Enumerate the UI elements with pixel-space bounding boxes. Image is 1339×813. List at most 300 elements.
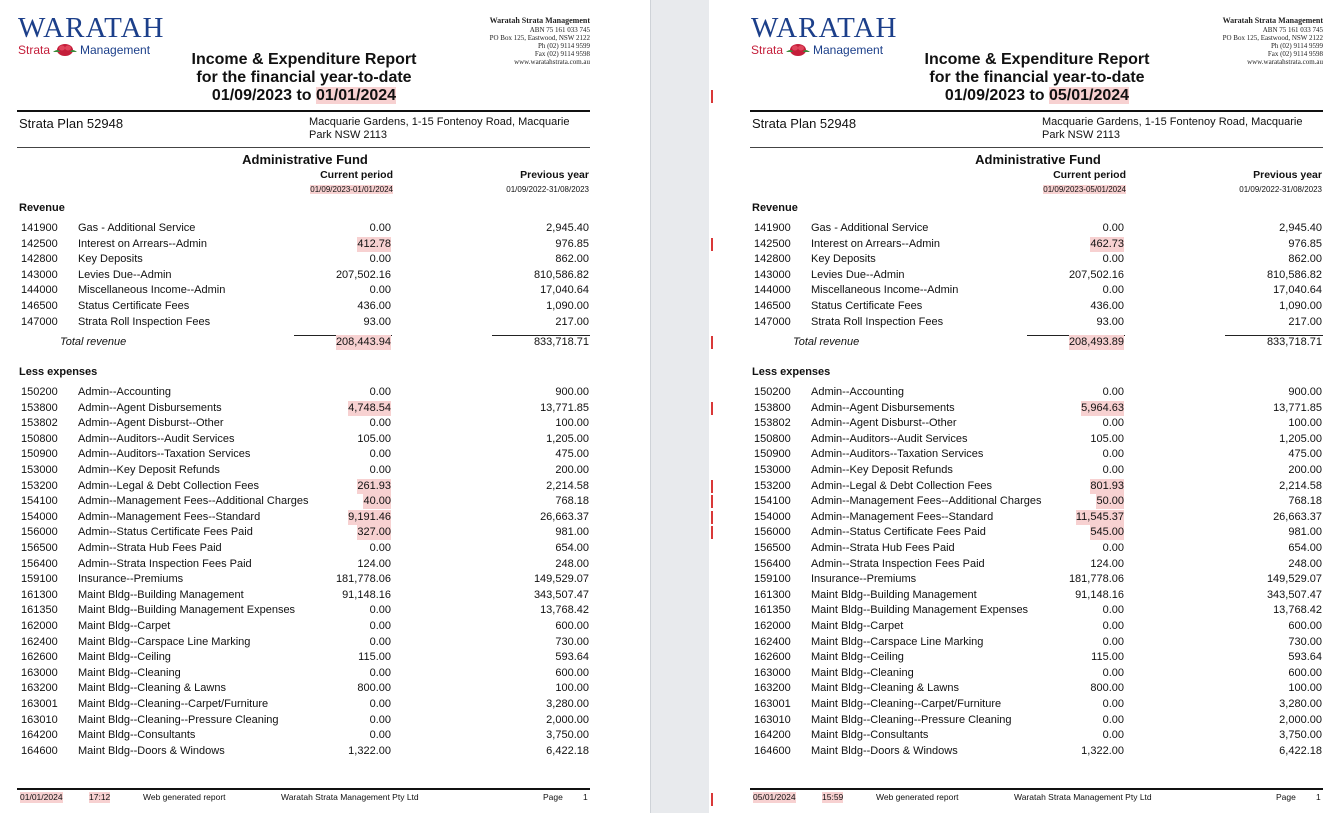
current-period-amount: 0.00 bbox=[369, 386, 391, 398]
report-title bbox=[733, 51, 1339, 105]
account-description: Maint Bldg--Building Management bbox=[811, 588, 977, 601]
current-period-range: 01/09/2023-01/01/2024 bbox=[310, 185, 393, 194]
table-row bbox=[0, 463, 606, 478]
diff-header-marker[interactable] bbox=[711, 90, 713, 103]
previous-year-amount: 810,586.82 bbox=[533, 268, 589, 281]
footer-page-label: Page bbox=[1276, 792, 1296, 802]
logo-wordmark: WARATAH bbox=[751, 12, 898, 44]
previous-year-amount: 13,771.85 bbox=[1273, 401, 1322, 414]
compare-gutter bbox=[651, 0, 709, 813]
table-row bbox=[0, 283, 606, 298]
report-title-line1: Income & Expenditure Report bbox=[924, 51, 1150, 68]
header-rule bbox=[750, 110, 1323, 112]
diff-change-marker[interactable] bbox=[711, 402, 713, 415]
current-period-amount: 0.00 bbox=[369, 542, 391, 554]
account-code: 161300 bbox=[754, 588, 791, 601]
account-description: Key Deposits bbox=[811, 253, 876, 266]
account-code: 163200 bbox=[754, 682, 791, 695]
previous-year-amount: 248.00 bbox=[555, 557, 589, 570]
account-code: 154000 bbox=[754, 510, 791, 523]
previous-year-amount: 654.00 bbox=[1288, 542, 1322, 554]
current-period-header: Current period bbox=[320, 169, 393, 181]
current-period-amount: 181,778.06 bbox=[1068, 573, 1124, 586]
current-period-amount: 91,148.16 bbox=[1075, 588, 1124, 601]
account-code: 153802 bbox=[21, 417, 58, 430]
previous-year-amount: 13,768.42 bbox=[1273, 604, 1322, 617]
account-description: Maint Bldg--Building Management bbox=[78, 588, 244, 601]
table-row bbox=[733, 510, 1339, 525]
account-code: 153800 bbox=[754, 401, 791, 414]
account-code: 153200 bbox=[754, 479, 791, 492]
account-description: Admin--Accounting bbox=[78, 386, 171, 398]
table-row bbox=[733, 572, 1339, 587]
current-period-amount: 11,545.37 bbox=[1075, 510, 1124, 523]
account-description: Admin--Strata Hub Fees Paid bbox=[811, 542, 955, 554]
table-row bbox=[0, 681, 606, 696]
account-code: 162400 bbox=[21, 635, 58, 648]
account-description: Key Deposits bbox=[78, 253, 143, 266]
plan-rule bbox=[750, 147, 1323, 148]
previous-year-amount: 600.00 bbox=[555, 666, 589, 679]
table-row bbox=[0, 315, 606, 330]
table-row bbox=[733, 681, 1339, 696]
account-code: 153802 bbox=[754, 417, 791, 430]
account-code: 144000 bbox=[754, 284, 791, 297]
account-code: 156400 bbox=[754, 557, 791, 570]
current-period-amount: 0.00 bbox=[1102, 729, 1124, 742]
table-row bbox=[0, 744, 606, 759]
account-code: 153000 bbox=[754, 464, 791, 476]
account-description: Maint Bldg--Building Management Expenses bbox=[811, 604, 1029, 617]
table-row bbox=[733, 432, 1339, 447]
previous-year-amount: 200.00 bbox=[555, 464, 589, 476]
account-description: Maint Bldg--Carspace Line Marking bbox=[811, 635, 984, 648]
current-period-amount: 115.00 bbox=[1091, 651, 1124, 664]
previous-year-amount: 100.00 bbox=[555, 417, 589, 430]
account-code: 162400 bbox=[754, 635, 791, 648]
account-code: 142800 bbox=[21, 253, 58, 266]
report-title bbox=[0, 51, 606, 105]
diff-change-marker[interactable] bbox=[711, 480, 713, 493]
current-period-amount: 0.00 bbox=[1102, 542, 1124, 554]
current-period-amount: 105.00 bbox=[1090, 432, 1124, 445]
previous-year-header: Previous year bbox=[1253, 169, 1322, 181]
account-code: 162000 bbox=[754, 620, 791, 632]
account-code: 150900 bbox=[21, 448, 58, 461]
account-code: 150900 bbox=[754, 448, 791, 461]
previous-year-amount: 100.00 bbox=[1288, 682, 1322, 695]
diff-total-marker[interactable] bbox=[711, 336, 713, 349]
previous-year-amount: 149,529.07 bbox=[533, 573, 589, 586]
footer-page-number: 1 bbox=[583, 792, 588, 802]
account-description: Insurance--Premiums bbox=[811, 573, 917, 586]
previous-year-header: Previous year bbox=[520, 169, 589, 181]
account-code: 150800 bbox=[754, 432, 791, 445]
left-report-page[interactable] bbox=[0, 0, 606, 813]
table-row bbox=[0, 494, 606, 509]
diff-change-marker[interactable] bbox=[711, 526, 713, 539]
previous-year-amount: 200.00 bbox=[1288, 464, 1322, 476]
previous-year-amount: 730.00 bbox=[555, 635, 589, 648]
table-row bbox=[733, 603, 1339, 618]
account-code: 161350 bbox=[754, 604, 791, 617]
fund-title: Administrative Fund bbox=[975, 152, 1101, 167]
account-description: Admin--Management Fees--Additional Charges bbox=[78, 495, 309, 508]
account-description: Maint Bldg--Cleaning & Lawns bbox=[78, 682, 226, 695]
account-description: Admin--Auditors--Taxation Services bbox=[811, 448, 984, 461]
current-period-amount: 207,502.16 bbox=[1068, 268, 1124, 281]
report-date-from: 01/09/2023 to bbox=[211, 87, 316, 104]
account-description: Maint Bldg--Cleaning & Lawns bbox=[811, 682, 959, 695]
table-row bbox=[733, 541, 1339, 556]
account-description: Maint Bldg--Consultants bbox=[811, 729, 929, 742]
account-description: Admin--Strata Hub Fees Paid bbox=[78, 542, 222, 554]
account-code: 142500 bbox=[21, 237, 58, 250]
account-code: 164200 bbox=[754, 729, 791, 742]
account-code: 162000 bbox=[21, 620, 58, 632]
table-row bbox=[733, 447, 1339, 462]
table-row bbox=[0, 268, 606, 283]
account-description: Admin--Agent Disburst--Other bbox=[78, 417, 224, 430]
account-description: Admin--Agent Disbursements bbox=[811, 401, 955, 414]
company-fax: Fax (02) 9114 9598 bbox=[1267, 50, 1323, 58]
company-name: Waratah Strata Management bbox=[1222, 16, 1323, 25]
current-period-amount: 4,748.54 bbox=[348, 401, 391, 414]
previous-year-amount: 217.00 bbox=[555, 315, 589, 328]
revenue-heading: Revenue bbox=[752, 202, 798, 214]
account-description: Admin--Status Certificate Fees Paid bbox=[78, 526, 253, 539]
current-period-amount: 800.00 bbox=[357, 682, 391, 695]
company-website[interactable]: www.waratahstrata.com.au bbox=[1247, 58, 1323, 66]
total-revenue-previous: 833,718.71 bbox=[533, 336, 589, 348]
diff-change-marker[interactable] bbox=[711, 495, 713, 508]
account-description: Admin--Agent Disburst--Other bbox=[811, 417, 957, 430]
table-row bbox=[733, 619, 1339, 634]
previous-year-amount: 248.00 bbox=[1288, 557, 1322, 570]
table-row bbox=[0, 635, 606, 650]
current-period-amount: 0.00 bbox=[1102, 698, 1124, 710]
account-code: 162600 bbox=[754, 651, 791, 664]
account-description: Admin--Auditors--Audit Services bbox=[811, 432, 968, 445]
logo-management-text: Management bbox=[80, 43, 151, 57]
total-revenue-previous: 833,718.71 bbox=[1266, 336, 1322, 348]
current-period-amount: 93.00 bbox=[363, 315, 391, 328]
current-period-amount: 0.00 bbox=[369, 284, 391, 297]
footer-rule bbox=[17, 788, 590, 790]
account-code: 163000 bbox=[21, 666, 58, 679]
previous-year-amount: 768.18 bbox=[1288, 495, 1322, 508]
current-period-amount: 207,502.16 bbox=[335, 268, 391, 281]
current-period-amount: 0.00 bbox=[1102, 386, 1124, 398]
previous-year-amount: 26,663.37 bbox=[540, 510, 589, 523]
previous-year-range: 01/09/2022-31/08/2023 bbox=[1239, 185, 1322, 194]
revenue-heading: Revenue bbox=[19, 202, 65, 214]
previous-year-amount: 475.00 bbox=[555, 448, 589, 461]
previous-year-amount: 862.00 bbox=[1288, 253, 1322, 266]
previous-year-amount: 26,663.37 bbox=[1273, 510, 1322, 523]
account-code: 156000 bbox=[754, 526, 791, 539]
current-period-amount: 0.00 bbox=[1102, 635, 1124, 648]
table-row bbox=[0, 603, 606, 618]
table-row bbox=[733, 744, 1339, 759]
plan-rule bbox=[17, 147, 590, 148]
diff-footer-marker[interactable] bbox=[711, 793, 713, 806]
previous-year-amount: 976.85 bbox=[555, 237, 589, 250]
footer-rule bbox=[750, 788, 1323, 790]
previous-year-amount: 862.00 bbox=[555, 253, 589, 266]
current-period-amount: 0.00 bbox=[1102, 464, 1124, 476]
current-period-amount: 1,322.00 bbox=[1081, 744, 1124, 757]
account-code: 163001 bbox=[21, 698, 58, 710]
table-row bbox=[733, 237, 1339, 252]
table-row bbox=[0, 572, 606, 587]
current-period-amount: 0.00 bbox=[1102, 620, 1124, 632]
table-row bbox=[0, 432, 606, 447]
account-code: 153200 bbox=[21, 479, 58, 492]
total-revenue-label: Total revenue bbox=[793, 336, 860, 348]
footer-date: 01/01/2024 bbox=[20, 792, 63, 802]
previous-year-amount: 976.85 bbox=[1288, 237, 1322, 250]
previous-year-amount: 600.00 bbox=[1288, 620, 1322, 632]
current-period-amount: 0.00 bbox=[369, 666, 391, 679]
previous-year-amount: 343,507.47 bbox=[533, 588, 589, 601]
current-period-amount: 800.00 bbox=[1090, 682, 1124, 695]
account-code: 156500 bbox=[21, 542, 58, 554]
current-period-amount: 124.00 bbox=[1090, 557, 1124, 570]
table-row bbox=[733, 525, 1339, 540]
company-name: Waratah Strata Management bbox=[489, 16, 590, 25]
company-abn: ABN 75 161 033 745 bbox=[1262, 26, 1323, 34]
account-description: Interest on Arrears--Admin bbox=[78, 237, 207, 250]
table-row bbox=[0, 650, 606, 665]
company-phone: Ph (02) 9114 9599 bbox=[1270, 42, 1323, 50]
total-revenue-current: 208,443.94 bbox=[335, 336, 391, 348]
report-title-line2: for the financial year-to-date bbox=[929, 69, 1145, 86]
account-description: Admin--Accounting bbox=[811, 386, 904, 398]
account-code: 150800 bbox=[21, 432, 58, 445]
table-row bbox=[733, 479, 1339, 494]
current-period-amount: 0.00 bbox=[1102, 222, 1124, 234]
account-code: 141900 bbox=[21, 222, 58, 234]
report-title-line1: Income & Expenditure Report bbox=[191, 51, 417, 68]
current-period-amount: 181,778.06 bbox=[335, 573, 391, 586]
total-revenue-current: 208,493.89 bbox=[1068, 336, 1124, 348]
current-period-amount: 0.00 bbox=[1102, 417, 1124, 430]
current-period-amount: 1,322.00 bbox=[348, 744, 391, 757]
strata-plan-name: Strata Plan 52948 bbox=[19, 116, 124, 131]
current-period-amount: 545.00 bbox=[1090, 526, 1124, 539]
strata-plan-address: Macquarie Gardens, 1-15 Fontenoy Road, Macquarie Park NSW 2113 bbox=[309, 116, 570, 141]
current-period-range: 01/09/2023-05/01/2024 bbox=[1043, 185, 1126, 194]
table-row bbox=[0, 666, 606, 681]
current-period-amount: 0.00 bbox=[1102, 284, 1124, 297]
account-code: 153000 bbox=[21, 464, 58, 476]
account-description: Insurance--Premiums bbox=[78, 573, 184, 586]
table-row bbox=[0, 416, 606, 431]
diff-change-marker[interactable] bbox=[711, 511, 713, 524]
previous-year-amount: 3,280.00 bbox=[546, 698, 589, 710]
current-period-amount: 436.00 bbox=[1090, 300, 1124, 312]
previous-year-amount: 768.18 bbox=[555, 495, 589, 508]
previous-year-amount: 13,771.85 bbox=[540, 401, 589, 414]
account-code: 153800 bbox=[21, 401, 58, 414]
previous-year-amount: 2,000.00 bbox=[546, 713, 589, 726]
previous-year-amount: 2,945.40 bbox=[546, 222, 589, 234]
current-period-amount: 462.73 bbox=[1090, 237, 1124, 250]
account-description: Levies Due--Admin bbox=[811, 268, 905, 281]
account-description: Admin--Management Fees--Standard bbox=[78, 510, 261, 523]
previous-year-amount: 343,507.47 bbox=[1266, 588, 1322, 601]
previous-year-amount: 6,422.18 bbox=[546, 744, 589, 757]
account-description: Admin--Management Fees--Standard bbox=[811, 510, 994, 523]
previous-year-amount: 149,529.07 bbox=[1266, 573, 1322, 586]
account-description: Maint Bldg--Cleaning--Carpet/Furniture bbox=[811, 698, 1002, 710]
account-code: 164600 bbox=[754, 744, 791, 757]
company-website[interactable]: www.waratahstrata.com.au bbox=[514, 58, 590, 66]
table-row bbox=[0, 619, 606, 634]
current-period-amount: 93.00 bbox=[1096, 315, 1124, 328]
previous-year-amount: 654.00 bbox=[555, 542, 589, 554]
account-code: 159100 bbox=[754, 573, 791, 586]
account-description: Maint Bldg--Consultants bbox=[78, 729, 196, 742]
account-description: Status Certificate Fees bbox=[811, 300, 923, 312]
table-row bbox=[733, 299, 1339, 314]
account-description: Admin--Legal & Debt Collection Fees bbox=[78, 479, 259, 492]
table-row bbox=[733, 315, 1339, 330]
current-period-amount: 0.00 bbox=[369, 253, 391, 266]
previous-year-amount: 2,000.00 bbox=[1279, 713, 1322, 726]
account-code: 143000 bbox=[754, 268, 791, 281]
table-row bbox=[0, 479, 606, 494]
table-row bbox=[733, 728, 1339, 743]
table-row bbox=[0, 237, 606, 252]
current-period-amount: 0.00 bbox=[369, 222, 391, 234]
account-description: Gas - Additional Service bbox=[78, 222, 196, 234]
account-code: 154100 bbox=[754, 495, 791, 508]
current-period-amount: 0.00 bbox=[369, 604, 391, 617]
table-row bbox=[0, 697, 606, 712]
table-row bbox=[733, 283, 1339, 298]
account-description: Admin--Strata Inspection Fees Paid bbox=[811, 557, 985, 570]
current-period-amount: 0.00 bbox=[369, 729, 391, 742]
footer-web-label: Web generated report bbox=[143, 792, 226, 802]
account-code: 164600 bbox=[21, 744, 58, 757]
footer-page-label: Page bbox=[543, 792, 563, 802]
logo-management-text: Management bbox=[813, 43, 884, 57]
company-phone: Ph (02) 9114 9599 bbox=[537, 42, 590, 50]
table-row bbox=[733, 494, 1339, 509]
previous-year-amount: 593.64 bbox=[1288, 651, 1322, 664]
current-period-amount: 124.00 bbox=[357, 557, 391, 570]
account-description: Maint Bldg--Building Management Expenses bbox=[78, 604, 296, 617]
current-period-amount: 0.00 bbox=[369, 448, 391, 461]
table-row bbox=[0, 510, 606, 525]
expenses-heading: Less expenses bbox=[19, 366, 98, 378]
account-description: Miscellaneous Income--Admin bbox=[78, 284, 226, 297]
right-report-page[interactable] bbox=[733, 0, 1339, 813]
account-code: 150200 bbox=[21, 386, 58, 398]
account-description: Admin--Management Fees--Additional Charges bbox=[811, 495, 1042, 508]
previous-year-amount: 900.00 bbox=[555, 386, 589, 398]
current-period-amount: 327.00 bbox=[357, 526, 391, 539]
account-code: 147000 bbox=[21, 315, 58, 328]
previous-year-amount: 3,750.00 bbox=[546, 729, 589, 742]
fund-title: Administrative Fund bbox=[242, 152, 368, 167]
previous-year-amount: 100.00 bbox=[1288, 417, 1322, 430]
table-row bbox=[733, 713, 1339, 728]
account-code: 142800 bbox=[754, 253, 791, 266]
table-row bbox=[733, 650, 1339, 665]
account-description: Admin--Key Deposit Refunds bbox=[811, 464, 953, 476]
report-date-range bbox=[2, 87, 606, 105]
table-row bbox=[733, 666, 1339, 681]
account-description: Maint Bldg--Cleaning--Carpet/Furniture bbox=[78, 698, 269, 710]
current-period-amount: 105.00 bbox=[357, 432, 391, 445]
current-period-amount: 50.00 bbox=[1096, 495, 1124, 508]
account-code: 156400 bbox=[21, 557, 58, 570]
account-description: Maint Bldg--Cleaning--Pressure Cleaning bbox=[78, 713, 279, 726]
account-description: Maint Bldg--Carspace Line Marking bbox=[78, 635, 251, 648]
account-description: Admin--Legal & Debt Collection Fees bbox=[811, 479, 992, 492]
table-row bbox=[733, 385, 1339, 400]
previous-year-amount: 2,214.58 bbox=[546, 479, 589, 492]
logo-strata-text: Strata bbox=[18, 43, 51, 57]
account-code: 163001 bbox=[754, 698, 791, 710]
previous-year-amount: 17,040.64 bbox=[1273, 284, 1322, 297]
previous-year-range: 01/09/2022-31/08/2023 bbox=[506, 185, 589, 194]
pane-divider[interactable] bbox=[650, 0, 651, 813]
account-description: Strata Roll Inspection Fees bbox=[811, 315, 944, 328]
account-description: Admin--Agent Disbursements bbox=[78, 401, 222, 414]
diff-change-marker[interactable] bbox=[711, 238, 713, 251]
current-period-amount: 5,964.63 bbox=[1081, 401, 1124, 414]
table-row bbox=[0, 525, 606, 540]
account-code: 161350 bbox=[21, 604, 58, 617]
current-period-amount: 9,191.46 bbox=[348, 510, 391, 523]
account-description: Maint Bldg--Doors & Windows bbox=[811, 744, 958, 757]
current-period-amount: 91,148.16 bbox=[342, 588, 391, 601]
table-row bbox=[0, 299, 606, 314]
previous-year-amount: 810,586.82 bbox=[1266, 268, 1322, 281]
account-code: 163010 bbox=[754, 713, 791, 726]
current-period-amount: 801.93 bbox=[1090, 479, 1124, 492]
current-period-amount: 412.78 bbox=[357, 237, 391, 250]
account-description: Interest on Arrears--Admin bbox=[811, 237, 940, 250]
table-row bbox=[0, 447, 606, 462]
account-description: Status Certificate Fees bbox=[78, 300, 190, 312]
expenses-heading: Less expenses bbox=[752, 366, 831, 378]
account-code: 161300 bbox=[21, 588, 58, 601]
current-period-amount: 0.00 bbox=[369, 698, 391, 710]
account-code: 154000 bbox=[21, 510, 58, 523]
report-date-range bbox=[735, 87, 1339, 105]
account-code: 147000 bbox=[754, 315, 791, 328]
current-period-amount: 0.00 bbox=[1102, 448, 1124, 461]
current-period-amount: 0.00 bbox=[1102, 713, 1124, 726]
strata-plan-name: Strata Plan 52948 bbox=[752, 116, 857, 131]
logo-wordmark: WARATAH bbox=[18, 12, 165, 44]
account-description: Levies Due--Admin bbox=[78, 268, 172, 281]
account-code: 162600 bbox=[21, 651, 58, 664]
previous-year-amount: 13,768.42 bbox=[540, 604, 589, 617]
previous-year-amount: 2,214.58 bbox=[1279, 479, 1322, 492]
previous-year-amount: 1,205.00 bbox=[546, 432, 589, 445]
account-code: 156000 bbox=[21, 526, 58, 539]
current-period-amount: 0.00 bbox=[369, 417, 391, 430]
total-revenue-label: Total revenue bbox=[60, 336, 127, 348]
account-code: 143000 bbox=[21, 268, 58, 281]
account-description: Admin--Status Certificate Fees Paid bbox=[811, 526, 986, 539]
